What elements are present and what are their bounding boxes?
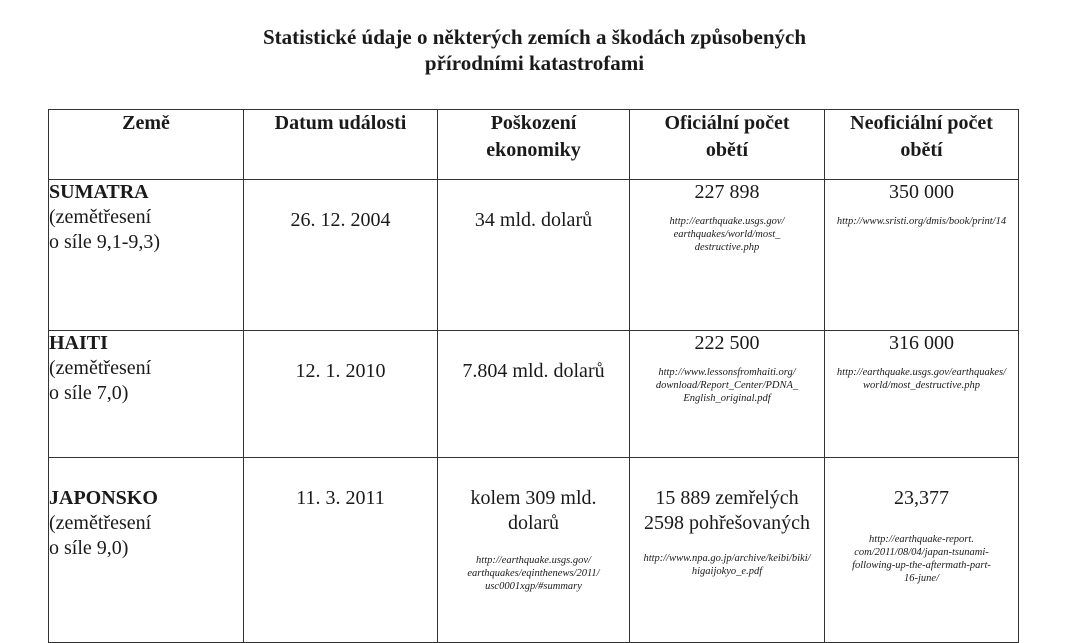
official-deaths-cell: 222 500 http://www.lessonsfromhaiti.org/ download/Report_Center/PDNA_ English_original.pdf (630, 331, 825, 458)
country-name: HAITI (49, 332, 108, 354)
country-cell: JAPONSKO (zemětřesení o síle 9,0) (49, 458, 244, 643)
table-row (49, 331, 1019, 458)
official-deaths-cell: 15 889 zemřelých 2598 pohřešovaných http://www.npa.go.jp/archive/keibi/biki/ higaijokyo_e.pdf (630, 458, 825, 643)
document-title (0, 24, 1069, 76)
country-name: JAPONSKO (49, 487, 158, 509)
source-citation: http://earthquake.usgs.gov/earthquakes/ world/most_destructive.php (836, 367, 1007, 391)
date-cell: 26. 12. 2004 (244, 180, 438, 331)
source-citation: http://earthquake.usgs.gov/ earthquakes/world/most_ destructive.php (669, 216, 785, 253)
country-cell: HAITI (zemětřesení o síle 7,0) (49, 331, 244, 458)
country-cell: SUMATRA (zemětřesení o síle 9,1-9,3) (49, 180, 244, 331)
economy-cell: 34 mld. dolarů (438, 180, 630, 331)
source-citation: http://www.npa.go.jp/archive/keibi/biki/ higaijokyo_e.pdf (643, 553, 811, 577)
unofficial-deaths-cell: 23,377 http://earthquake-report. com/2011/08/04/japan-tsunami- following-up-the-aftermath-part- 16-june/ (825, 458, 1019, 643)
date-cell: 11. 3. 2011 (244, 458, 438, 643)
source-citation: http://earthquake-report. com/2011/08/04/japan-tsunami- following-up-the-aftermath-part- 16-june/ (852, 534, 991, 584)
header-row (49, 110, 1019, 180)
header-unofficial-deaths: Neoficiální počet obětí (825, 110, 1019, 180)
table-row (49, 458, 1019, 643)
official-deaths-cell: 227 898 http://earthquake.usgs.gov/ earthquakes/world/most_ destructive.php (630, 180, 825, 331)
source-citation: http://www.lessonsfromhaiti.org/ download/Report_Center/PDNA_ English_original.pdf (655, 367, 799, 404)
economy-cell: 7.804 mld. dolarů (438, 331, 630, 458)
source-citation: http://www.sristi.org/dmis/book/print/14 (836, 216, 1007, 227)
header-official-deaths: Oficiální počet obětí (630, 110, 825, 180)
header-country: Země (49, 110, 244, 180)
source-citation: http://earthquake.usgs.gov/ earthquakes/eqinthenews/2011/ usc0001xgp/#summary (467, 555, 600, 592)
date-cell: 12. 1. 2010 (244, 331, 438, 458)
title-line-2: přírodními katastrofami (424, 51, 645, 75)
unofficial-deaths-cell: 350 000 http://www.sristi.org/dmis/book/print/14 (825, 180, 1019, 331)
title-line-1: Statistické údaje o některých zemích a škodách způsobených (262, 25, 807, 49)
economy-cell: kolem 309 mld. dolarů http://earthquake.usgs.gov/ earthquakes/eqinthenews/2011/ usc0001xgp/#summary (438, 458, 630, 643)
statistics-table (48, 109, 1019, 643)
header-economy: Poškození ekonomiky (438, 110, 630, 180)
country-name: SUMATRA (49, 181, 149, 203)
table-row (49, 180, 1019, 331)
unofficial-deaths-cell: 316 000 http://earthquake.usgs.gov/earthquakes/ world/most_destructive.php (825, 331, 1019, 458)
header-date: Datum události (244, 110, 438, 180)
